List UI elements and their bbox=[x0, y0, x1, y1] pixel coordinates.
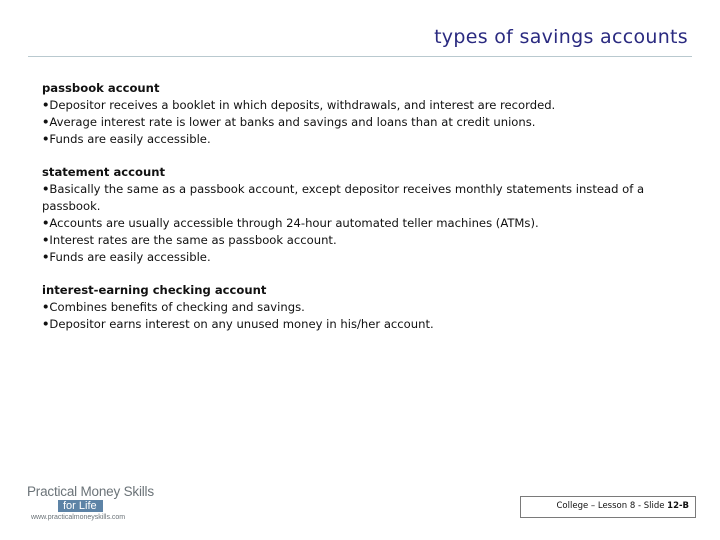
footer-slide-number: 12-B bbox=[667, 501, 689, 511]
section-statement-account bbox=[42, 164, 697, 266]
section-interest-earning-checking-account bbox=[42, 282, 697, 333]
bullet-text: Average interest rate is lower at banks and savings and loans than at credit unions. bbox=[49, 115, 536, 129]
section-passbook-account bbox=[42, 80, 697, 148]
bullet-list bbox=[42, 97, 697, 148]
slide-footer bbox=[520, 496, 696, 518]
bullet-dot: • bbox=[42, 98, 50, 112]
bullet-dot: • bbox=[42, 317, 50, 331]
bullet-item bbox=[42, 181, 697, 215]
footer-text bbox=[557, 501, 690, 511]
bullet-dot: • bbox=[42, 132, 50, 146]
bullet-dot: • bbox=[42, 115, 50, 129]
bullet-text: Combines benefits of checking and savings. bbox=[49, 300, 305, 314]
bullet-dot: • bbox=[42, 216, 50, 230]
bullet-item bbox=[42, 215, 697, 232]
bullet-text: Funds are easily accessible. bbox=[49, 132, 211, 146]
section-heading: interest-earning checking account bbox=[42, 283, 267, 297]
section-heading: statement account bbox=[42, 165, 166, 179]
bullet-item bbox=[42, 249, 697, 266]
bullet-item bbox=[42, 97, 697, 114]
title-divider bbox=[28, 56, 692, 57]
bullet-item bbox=[42, 316, 697, 333]
bullet-text: Basically the same as a passbook account, except depositor receives monthly statements instead of a passbook. bbox=[42, 182, 645, 213]
bullet-text: Depositor receives a booklet in which deposits, withdrawals, and interest are recorded. bbox=[49, 98, 556, 112]
logo-tagline-row bbox=[27, 500, 157, 512]
bullet-dot: • bbox=[42, 300, 50, 314]
logo-url: www.practicalmoneyskills.com bbox=[31, 514, 126, 521]
slide-content bbox=[42, 80, 697, 349]
bullet-list bbox=[42, 181, 697, 266]
footer-lesson-label: College – Lesson 8 - Slide bbox=[556, 501, 668, 511]
logo-tagline: for Life bbox=[58, 500, 103, 512]
logo-title: Practical Money Skills bbox=[27, 484, 154, 499]
bullet-dot: • bbox=[42, 250, 50, 264]
logo-spacer bbox=[27, 501, 58, 512]
bullet-text: Depositor earns interest on any unused money in his/her account. bbox=[49, 317, 434, 331]
bullet-item bbox=[42, 232, 697, 249]
bullet-dot: • bbox=[42, 182, 50, 196]
bullet-dot: • bbox=[42, 233, 50, 247]
bullet-item bbox=[42, 114, 697, 131]
bullet-item bbox=[42, 131, 697, 148]
bullet-text: Accounts are usually accessible through 24-hour automated teller machines (ATMs). bbox=[49, 216, 539, 230]
bullet-list bbox=[42, 299, 697, 333]
bullet-item bbox=[42, 299, 697, 316]
bullet-text: Funds are easily accessible. bbox=[49, 250, 211, 264]
section-heading: passbook account bbox=[42, 81, 160, 95]
practical-money-skills-logo bbox=[27, 484, 157, 524]
slide-title: types of savings accounts bbox=[434, 26, 688, 48]
bullet-text: Interest rates are the same as passbook account. bbox=[49, 233, 337, 247]
